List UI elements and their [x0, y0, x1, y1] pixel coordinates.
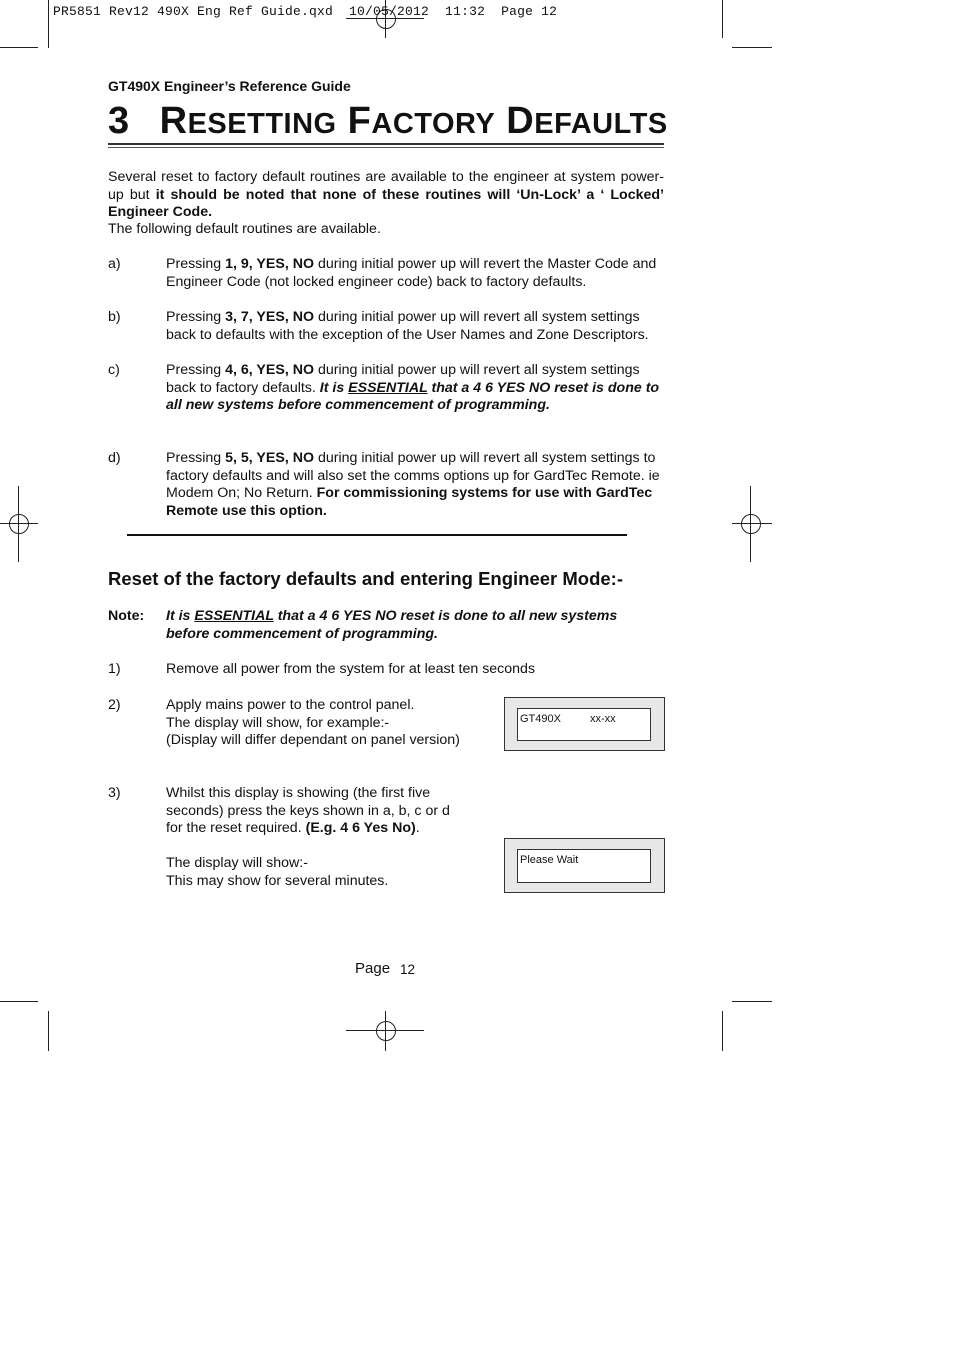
step-label: 2): [108, 697, 121, 713]
step-text: Remove all power from the system for at least ten seconds: [166, 661, 536, 677]
step-text: (Display will differ dependant on panel version): [166, 732, 460, 748]
chapter-word-2-rest: ACTORY: [371, 108, 496, 140]
routine-text: during initial power up will revert the Master Code and Engineer Code (not locked engineer code) back to factory defaults.: [166, 256, 657, 290]
chapter-rule: [108, 147, 664, 148]
step-label: 1): [108, 661, 121, 677]
display-model: GT490X: [520, 713, 561, 725]
print-slug: PR5851 Rev12 490X Eng Ref Guide.qxd 10/05/2012 11:32 Page 12: [53, 4, 558, 19]
note-emphasis: ESSENTIAL: [194, 608, 274, 624]
routine-text: during initial power up will revert all system settings back to factory defaults.: [166, 362, 640, 396]
keypad-display: [504, 697, 665, 751]
routine-text: Pressing: [166, 256, 226, 272]
routine-keys: 5, 5, YES, NO: [225, 450, 314, 466]
step-example: (E.g. 4 6 Yes No): [305, 820, 416, 836]
intro-text: Several reset to factory default routines are available to the engineer at system power-up but: [108, 169, 664, 203]
chapter-rule: [108, 143, 664, 145]
routine-note: For commissioning systems for use with GardTec Remote use this option.: [166, 485, 653, 519]
step-text: The display will show, for example:-: [166, 714, 390, 731]
routine-text: Pressing: [166, 450, 226, 466]
step-label: 3): [108, 785, 121, 801]
display-version: xx-xx: [590, 713, 616, 725]
routine-label: c): [108, 362, 120, 378]
chapter-word-2-cap: F: [347, 100, 372, 142]
routine-keys: 1, 9, YES, NO: [225, 256, 314, 272]
routine-keys: 4, 6, YES, NO: [225, 362, 314, 378]
intro-paragraph: [108, 169, 664, 222]
keypad-display: [504, 838, 665, 893]
routine-label: d): [108, 450, 121, 466]
note-text: that a 4 6 YES NO reset is done to all new systems before commencement of programming.: [166, 608, 618, 642]
chapter-number: 3: [108, 100, 130, 142]
chapter-word-3-cap: D: [506, 100, 535, 142]
routine-keys: 3, 7, YES, NO: [225, 309, 314, 325]
intro-warning: it should be noted that none of these routines will ‘Un-Lock’ a ‘ Locked’ Engineer Code.: [108, 186, 665, 220]
page-number: 12: [400, 962, 416, 977]
routine-warning: It is: [319, 379, 349, 396]
routine-text: Pressing: [166, 309, 226, 325]
chapter-word-3-rest: EFAULTS: [534, 108, 668, 140]
chapter-word-1-rest: ESETTING: [187, 108, 337, 140]
routine-text: during initial power up will revert all system settings to factory defaults and will also set the comms options up for GardTec Remote. ie Modem On; No Return.: [166, 450, 660, 501]
section-divider: [127, 534, 627, 536]
display-screen: [517, 708, 651, 741]
routine-warning: that a 4 6 YES NO reset is done to all new systems before commencement of programming.: [166, 379, 660, 413]
display-message: Please Wait: [520, 854, 579, 866]
display-screen: [517, 849, 651, 883]
routine-text: during initial power up will revert all system settings back to defaults with the exception of the User Names and Zone Descriptors.: [166, 309, 649, 343]
intro-followup: The following default routines are available.: [108, 221, 381, 237]
note-label: Note:: [108, 608, 145, 624]
section-title: Reset of the factory defaults and entering Engineer Mode:-: [108, 568, 623, 589]
step-followup: [166, 855, 496, 890]
routine-label: b): [108, 309, 121, 325]
step-text: This may show for several minutes.: [166, 872, 389, 889]
note-text: It is: [166, 608, 195, 624]
routine-label: a): [108, 256, 121, 272]
routine-text: Pressing: [166, 362, 226, 378]
guide-title: GT490X Engineer’s Reference Guide: [108, 78, 351, 94]
step-text: The display will show:-: [166, 855, 308, 871]
page-label: Page: [355, 960, 391, 977]
chapter-title: [108, 100, 668, 143]
step-text: .: [415, 820, 420, 836]
step-text: Whilst this display is showing (the first five seconds) press the keys shown in a, b, c or d for the reset required.: [166, 785, 450, 836]
step-text: Apply mains power to the control panel.: [166, 697, 415, 713]
routine-warning-emphasis: ESSENTIAL: [348, 379, 428, 396]
chapter-word-1-cap: R: [159, 100, 188, 142]
